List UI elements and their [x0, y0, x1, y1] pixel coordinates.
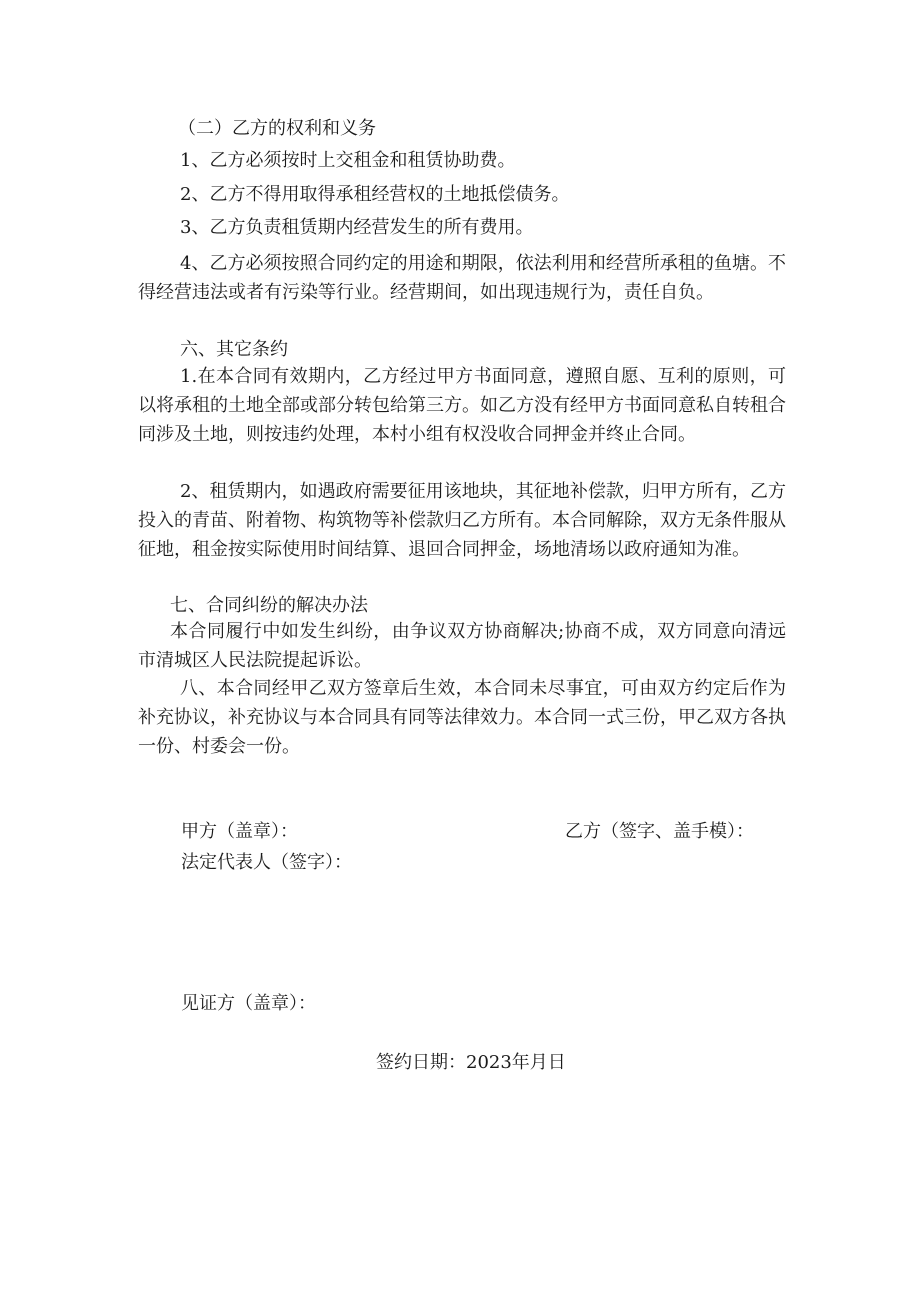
witness-signature-label: 见证方（盖章）：	[181, 993, 316, 1014]
party-b-item-2: 2、乙方不得用取得承租经营权的土地抵偿债务。	[180, 184, 570, 205]
party-b-signature-label: 乙方（签字、盖手模）：	[565, 821, 754, 842]
section-6-heading: 六、其它条约	[180, 339, 288, 360]
signing-date: 签约日期：2023年月日	[376, 1052, 566, 1073]
party-b-item-3: 3、乙方负责租赁期内经营发生的所有费用。	[180, 217, 534, 238]
section-7-heading: 七、合同纠纷的解决办法	[170, 595, 368, 616]
section-6-item-2: 2、租赁期内，如遇政府需要征用该地块，其征地补偿款，归甲方所有，乙方投入的青苗、附着物、构筑物等补偿款归乙方所有。本合同解除，双方无条件服从征地，租金按实际使用时间结算、退回合同押金，场地清场以政府通知为准。	[138, 481, 786, 560]
party-b-item-4: 4、乙方必须按照合同约定的用途和期限，依法利用和经营所承租的鱼塘。不得经营违法或者有污染等行业。经营期间，如出现违规行为，责任自负。	[138, 253, 786, 303]
party-a-signature-label: 甲方（盖章）：	[181, 821, 298, 842]
legal-representative-label: 法定代表人（签字）：	[181, 852, 352, 873]
party-b-item-1: 1、乙方必须按时上交租金和租赁协助费。	[180, 150, 516, 171]
section-6-item-1: 1.在本合同有效期内，乙方经过甲方书面同意，遵照自愿、互利的原则，可以将承租的土地全部或部分转包给第三方。如乙方没有经甲方书面同意私自转租合同涉及土地，则按违约处理，本村小组有权没收合同押金并终止合同。	[138, 366, 786, 445]
section-8-body: 八、本合同经甲乙双方签章后生效，本合同未尽事宜，可由双方约定后作为补充协议，补充协议与本合同具有同等法律效力。本合同一式三份，甲乙双方各执一份、村委会一份。	[138, 678, 786, 757]
section-7-body: 本合同履行中如发生纠纷，由争议双方协商解决;协商不成，双方同意向清远市清城区人民法院提起诉讼。	[138, 621, 786, 671]
section-party-b-heading: （二）乙方的权利和义务	[178, 118, 376, 139]
